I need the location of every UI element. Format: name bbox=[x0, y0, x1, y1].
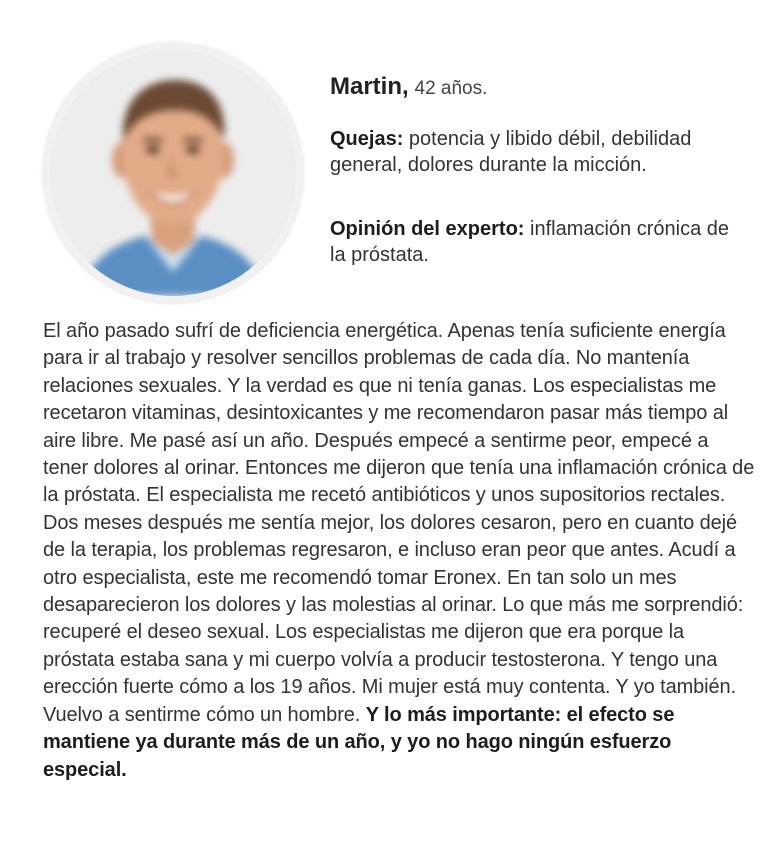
profile-name: Martin, bbox=[330, 73, 409, 100]
testimonial-emphasis: Y lo más importante: el efecto se mantiene ya durante más de un año, y yo no hago ningún esfuerzo especial. bbox=[43, 703, 675, 781]
complaints-label: Quejas: bbox=[330, 128, 404, 150]
expert-opinion-field bbox=[330, 216, 745, 268]
testimonial-body bbox=[43, 318, 755, 784]
complaints-text: potencia y libido débil, debilidad general, dolores durante la micción. bbox=[330, 128, 692, 176]
profile-summary bbox=[330, 72, 745, 268]
expert-opinion-text: inflamación crónica de la próstata. bbox=[330, 218, 730, 266]
avatar bbox=[50, 50, 296, 296]
profile-age: 42 años. bbox=[414, 78, 488, 99]
testimonial-text: El año pasado sufrí de deficiencia energética. Apenas tenía suficiente energía para ir al trabajo y resolver sencillos problemas de cada día. No mantenía relaciones sexuales. Y la verdad es que ni tenía ganas. Los especialistas me recetaron vitaminas, desintoxicantes y me recomendaron pasar más tiempo al aire libre. Me pasé así un año. Después empecé a sentirme peor, empecé a tener dolores al orinar. Entonces me dijeron que tenía una inflamación crónica de la próstata. El especialista me recetó antibióticos y unos supositorios rectales. Dos meses después me sentía mejor, los dolores cesaron, pero en cuanto dejé de la terapia, los problemas regresaron, e incluso eran peor que antes. Acudí a otro especialista, este me recomendó tomar Eronex. En tan solo un mes desaparecieron los dolores y las molestias al orinar. Lo que más me sorprendió: recuperé el deseo sexual. Los especialistas me dijeron que era porque la próstata estaba sana y mi cuerpo volvía a producir testosterona. Y tengo una erección fuerte cómo a los 19 años. Mi mujer está muy contenta. Y yo también. Vuelvo a sentirme cómo un hombre. bbox=[43, 320, 755, 726]
profile-heading bbox=[330, 72, 745, 104]
man-portrait-icon bbox=[50, 50, 296, 296]
avatar-frame bbox=[42, 42, 304, 304]
complaints-field bbox=[330, 126, 745, 178]
expert-opinion-label: Opinión del experto: bbox=[330, 218, 525, 240]
